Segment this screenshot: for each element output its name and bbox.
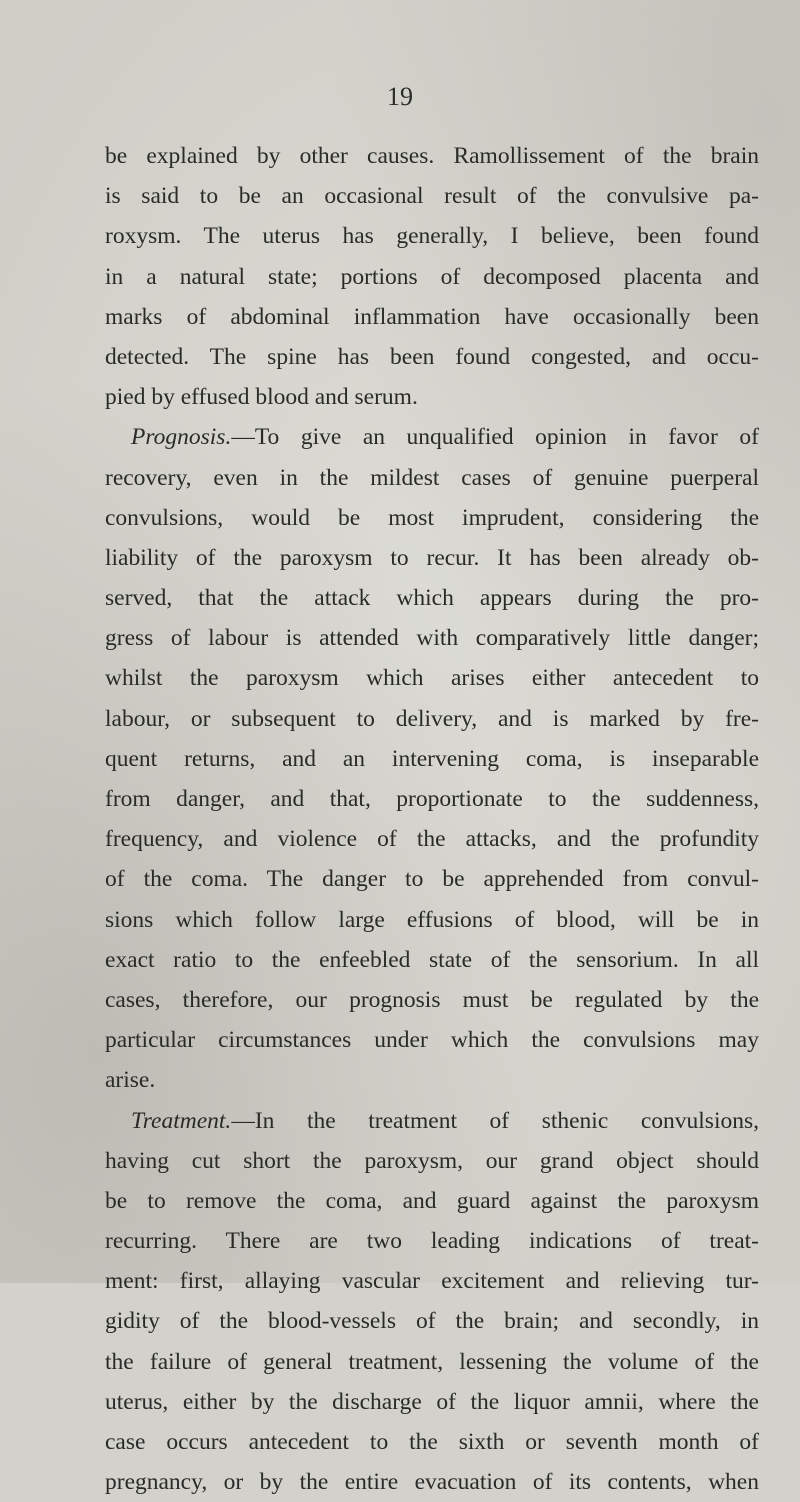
text-line: is said to be an occasional result of the convulsive pa-	[105, 183, 759, 210]
text-line: pied by effused blood and serum.	[105, 384, 418, 411]
prognosis-heading: Prognosis.	[131, 424, 232, 451]
text-line: roxysm. The uterus has generally, I believe, been found	[105, 223, 759, 250]
text-line: recovery, even in the mildest cases of genuine puerperal	[105, 464, 759, 491]
text-line: in a natural state; portions of decomposed placenta and	[105, 263, 759, 290]
prognosis-paragraph-start	[105, 417, 759, 457]
text-line: of the coma. The danger to be apprehended from convul-	[105, 866, 759, 893]
text-line: marks of abdominal inflammation have occasionally been	[105, 303, 759, 330]
text-line: —To give an unqualified opinion in favor of	[231, 424, 759, 451]
text-line: case occurs antecedent to the sixth or seventh month of	[105, 1429, 759, 1455]
text-line: uterus, either by the discharge of the liquor amnii, where the	[105, 1388, 759, 1415]
text-line: pregnancy, or by the entire evacuation of its contents, when	[105, 1469, 759, 1496]
text-line: —In the treatment of sthenic convulsions,	[231, 1107, 759, 1134]
text-line: the failure of general treatment, lessening the volume of the	[105, 1348, 759, 1375]
text-line: detected. The spine has been found congested, and occu-	[105, 343, 759, 370]
text-line: whilst the paroxysm which arises either antecedent to	[105, 665, 759, 692]
text-line: quent returns, and an intervening coma, is inseparable	[105, 745, 759, 772]
text-line: having cut short the paroxysm, our grand object should	[105, 1147, 759, 1174]
treatment-heading: Treatment.	[131, 1107, 232, 1134]
text-line: frequency, and violence of the attacks, and the profundity	[105, 826, 759, 853]
text-line: be explained by other causes. Ramollissement of the brain	[105, 143, 759, 169]
text-line: cases, therefore, our prognosis must be regulated by the	[105, 986, 759, 1013]
page-number: 19	[387, 82, 413, 111]
text-line: gidity of the blood-vessels of the brain; and secondly, in	[105, 1308, 759, 1335]
text-line: gress of labour is attended with comparatively little danger;	[105, 625, 759, 652]
text-line: liability of the paroxysm to recur. It has been already ob-	[105, 544, 759, 571]
text-line: ment: first, allaying vascular excitement and relieving tur-	[105, 1268, 759, 1295]
text-line: convulsions, would be most imprudent, considering the	[105, 504, 759, 531]
text-line: be to remove the coma, and guard against the paroxysm	[105, 1187, 759, 1214]
text-line: labour, or subsequent to delivery, and is marked by fre-	[105, 705, 759, 732]
text-line: from danger, and that, proportionate to the suddenness,	[105, 786, 759, 812]
body-text	[105, 136, 759, 1502]
text-line: sions which follow large effusions of blood, will be in	[105, 906, 759, 933]
treatment-paragraph-start	[105, 1101, 759, 1141]
text-line: exact ratio to the enfeebled state of the sensorium. In all	[105, 946, 759, 973]
text-line: served, that the attack which appears during the pro-	[105, 585, 759, 612]
text-line: arise.	[105, 1067, 156, 1094]
text-line: particular circumstances under which the convulsions may	[105, 1027, 759, 1054]
text-line: recurring. There are two leading indications of treat-	[105, 1228, 759, 1255]
